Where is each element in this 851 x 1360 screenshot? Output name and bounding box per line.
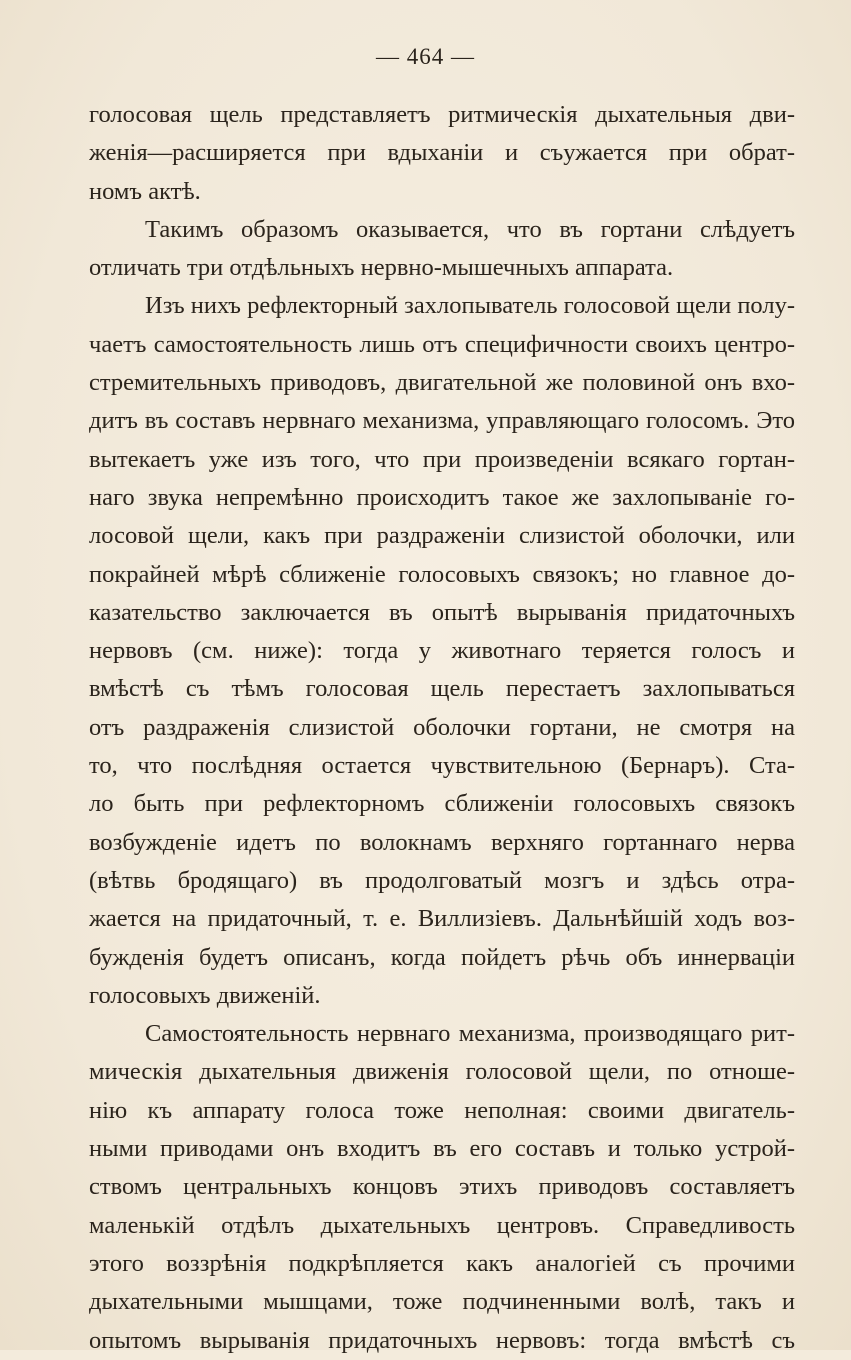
text-line: женія—расширяется при вдыханіи и съужается при обрат- <box>89 139 795 167</box>
text-line: (вѣтвь бродящаго) въ продолговатый мозгъ и здѣсь отра- <box>89 866 795 894</box>
text-line: дыхательными мышцами, тоже подчиненными волѣ, такъ и <box>89 1288 795 1316</box>
text-line: номъ актѣ. <box>89 177 201 205</box>
paragraph <box>89 1015 795 1360</box>
text-line: Изъ нихъ рефлекторный захлопыватель голосовой щели полу- <box>145 292 795 320</box>
text-line: бужденія будетъ описанъ, когда пойдетъ рѣчь объ иннерваціи <box>89 943 795 971</box>
text-line: маленькій отдѣлъ дыхательныхъ центровъ. Справедливость <box>89 1211 795 1239</box>
text-line: опытомъ вырыванія придаточныхъ нервовъ: тогда вмѣстѣ съ <box>89 1326 795 1354</box>
text-line: ло быть при рефлекторномъ сближеніи голосовыхъ связокъ <box>89 790 795 818</box>
text-line: то, что послѣдняя остается чувствительною (Бернаръ). Ста- <box>89 752 795 780</box>
paragraph <box>89 96 795 211</box>
paragraph <box>89 211 795 288</box>
text-line: Такимъ образомъ оказывается, что въ гортани слѣдуетъ <box>145 215 795 243</box>
text-line: голосовая щель представляетъ ритмическія дыхательныя дви- <box>89 101 795 128</box>
text-line: нервовъ (см. ниже): тогда у животнаго теряется голосъ и <box>89 637 795 665</box>
paragraph <box>89 287 795 1015</box>
text-line: стремительныхъ приводовъ, двигательной же половиной онъ вхо- <box>89 369 795 397</box>
text-line: жается на придаточный, т. е. Виллизіевъ. Дальнѣйшій ходъ воз- <box>89 905 795 933</box>
text-line: ствомъ центральныхъ концовъ этихъ приводовъ составляетъ <box>89 1173 795 1201</box>
text-line: мическія дыхательныя движенія голосовой щели, по отноше- <box>89 1058 795 1086</box>
body-text <box>89 96 795 1360</box>
page-number: — 464 — <box>376 44 475 69</box>
text-line: вмѣстѣ съ тѣмъ голосовая щель перестаетъ захлопываться <box>89 675 795 703</box>
text-line: казательство заключается въ опытѣ вырыванія придаточныхъ <box>89 598 795 626</box>
text-line: наго звука непремѣнно происходитъ такое же захлопываніе го- <box>89 483 795 511</box>
text-line: лосовой щели, какъ при раздраженіи слизистой оболочки, или <box>89 522 795 550</box>
text-line: чаетъ самостоятельность лишь отъ специфичности своихъ центро- <box>89 330 795 358</box>
text-line: нію къ аппарату голоса тоже неполная: своими двигатель- <box>89 1096 795 1124</box>
text-line: ными приводами онъ входитъ въ его составъ и только устрой- <box>89 1135 795 1163</box>
text-line: вытекаетъ уже изъ того, что при произведеніи всякаго гортан- <box>89 445 795 473</box>
text-line: дитъ въ составъ нервнаго механизма, управляющаго голосомъ. Это <box>89 407 795 435</box>
text-line: возбужденіе идетъ по волокнамъ верхняго гортаннаго нерва <box>89 828 795 856</box>
text-line: отличать три отдѣльныхъ нервно-мышечныхъ аппарата. <box>89 254 674 282</box>
text-line: Самостоятельность нервнаго механизма, производящаго рит- <box>145 1020 795 1048</box>
text-line: голосовыхъ движеній. <box>89 981 321 1009</box>
text-line: этого воззрѣнія подкрѣпляется какъ аналогіей съ прочими <box>89 1249 795 1277</box>
text-line: покрайней мѣрѣ сближеніе голосовыхъ связокъ; но главное до- <box>89 560 795 588</box>
text-line: отъ раздраженія слизистой оболочки гортани, не смотря на <box>89 713 795 741</box>
